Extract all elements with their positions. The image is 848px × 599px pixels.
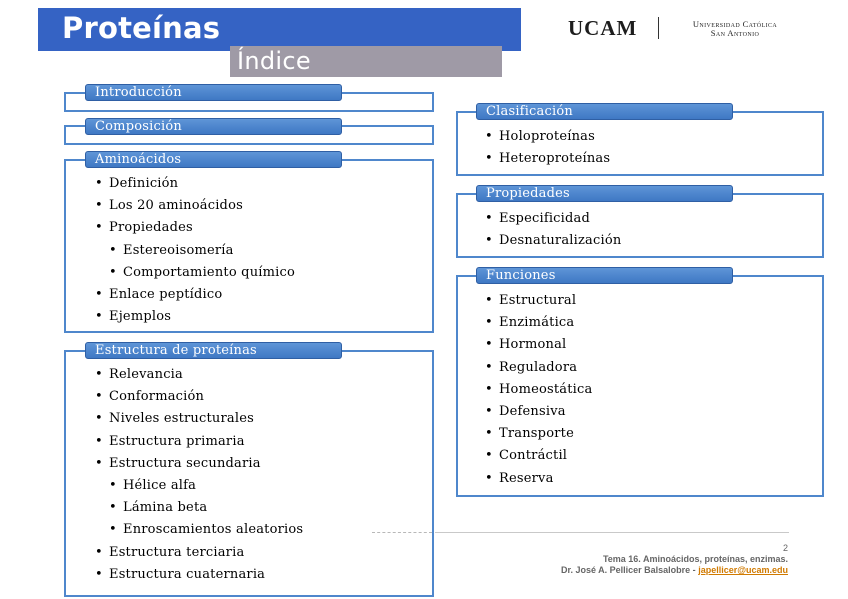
list-item: • Desnaturalización	[485, 230, 621, 252]
list-item: • Enzimática	[485, 312, 592, 334]
estructura-label: Estructura de proteínas	[85, 342, 342, 359]
propiedades-label: Propiedades	[476, 185, 733, 202]
course-title: Tema 16. Aminoácidos, proteínas, enzimas.	[602, 554, 788, 564]
list-item: • Reguladora	[485, 357, 592, 379]
list-item: • Los 20 aminoácidos	[95, 195, 295, 217]
list-item: • Estructura terciaria	[95, 542, 303, 564]
author-name: Dr. José A. Pellicer Balsalobre -	[560, 565, 699, 575]
clasificacion-list	[485, 126, 610, 170]
author-line	[561, 565, 788, 576]
list-item: • Comportamiento químico	[95, 262, 295, 284]
list-item: • Enlace peptídico	[95, 284, 295, 306]
aminoacidos-list	[95, 173, 295, 328]
ucam-logo: UCAM	[568, 16, 638, 40]
list-item: • Definición	[95, 173, 295, 195]
list-item: • Estructura cuaternaria	[95, 564, 303, 586]
list-item: • Estructura primaria	[95, 431, 303, 453]
logo-divider	[658, 17, 659, 39]
list-item: • Estructural	[485, 290, 592, 312]
introduccion-label: Introducción	[85, 84, 342, 101]
list-item: • Enroscamientos aleatorios	[95, 519, 303, 541]
list-item: • Relevancia	[95, 364, 303, 386]
list-item: • Holoproteínas	[485, 126, 610, 148]
list-item: • Conformación	[95, 386, 303, 408]
page-number: 2	[782, 543, 788, 553]
aminoacidos-label: Aminoácidos	[85, 151, 342, 168]
footer-dashed-divider	[372, 532, 432, 534]
list-item: • Defensiva	[485, 401, 592, 423]
list-item: • Heteroproteínas	[485, 148, 610, 170]
list-item: • Ejemplos	[95, 306, 295, 328]
slide-title: Proteínas	[62, 11, 221, 45]
estructura-list	[95, 364, 303, 586]
slide-footer	[561, 543, 788, 576]
index-heading: Índice	[237, 47, 311, 75]
clasificacion-label: Clasificación	[476, 103, 733, 120]
funciones-list	[485, 290, 592, 490]
propiedades-list	[485, 208, 621, 252]
list-item: • Propiedades	[95, 217, 295, 239]
composicion-label: Composición	[85, 118, 342, 135]
list-item: • Hormonal	[485, 334, 592, 356]
author-email-link[interactable]: japellicer@ucam.edu	[698, 565, 788, 575]
footer-divider	[435, 532, 789, 533]
list-item: • Estructura secundaria	[95, 453, 303, 475]
funciones-label: Funciones	[476, 267, 733, 284]
list-item: • Contráctil	[485, 445, 592, 467]
list-item: • Lámina beta	[95, 497, 303, 519]
list-item: • Estereoisomería	[95, 240, 295, 262]
list-item: • Hélice alfa	[95, 475, 303, 497]
list-item: • Especificidad	[485, 208, 621, 230]
list-item: • Homeostática	[485, 379, 592, 401]
university-name: Universidad Católica San Antonio	[692, 19, 778, 38]
list-item: • Transporte	[485, 423, 592, 445]
list-item: • Reserva	[485, 468, 592, 490]
list-item: • Niveles estructurales	[95, 408, 303, 430]
